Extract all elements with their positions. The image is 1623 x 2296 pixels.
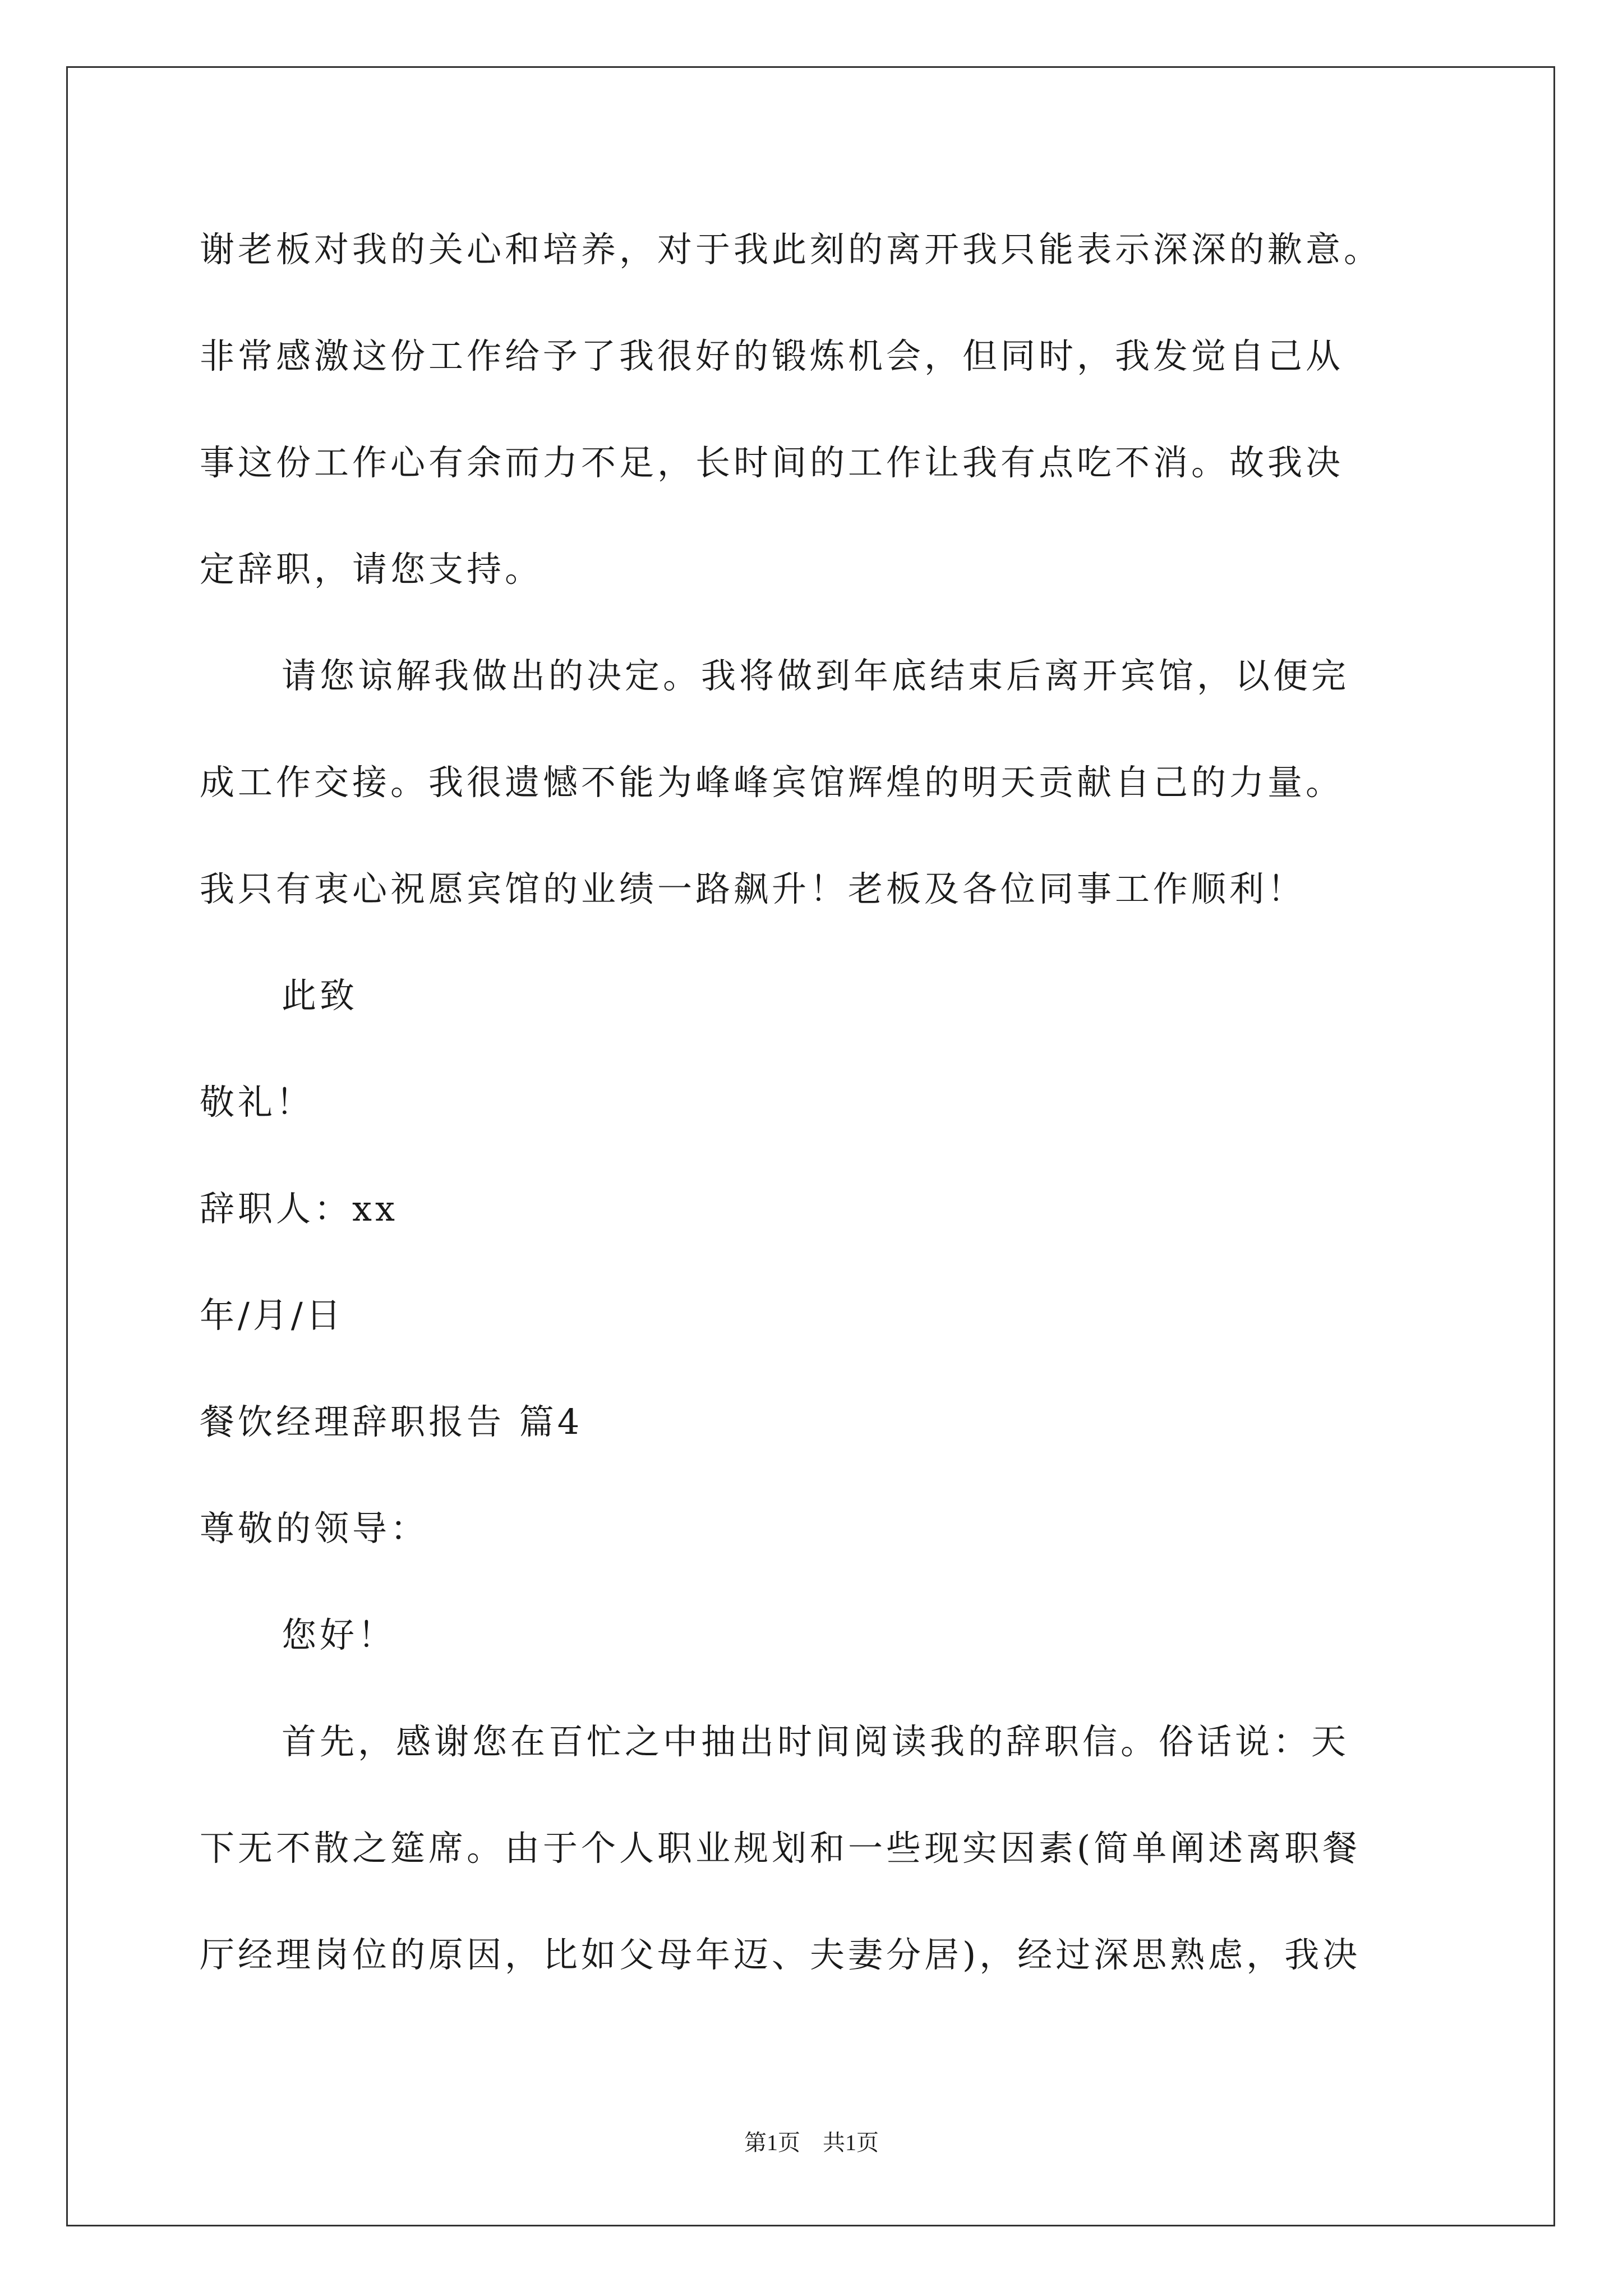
signatory-line: 辞职人：xx	[200, 1188, 398, 1229]
hello-line: 您好！	[282, 1614, 396, 1655]
date-line: 年/月/日	[200, 1295, 344, 1336]
closing-line: 此致	[282, 975, 358, 1016]
section-heading: 餐饮经理辞职报告 篇4	[200, 1401, 583, 1442]
body-line-2: 非常感激这份工作给予了我很好的锻炼机会，但同时，我发觉自己从	[200, 335, 1344, 376]
paragraph-line-3: 我只有衷心祝愿宾馆的业绩一路飙升！老板及各位同事工作顺利！	[200, 868, 1306, 909]
page-border	[66, 66, 1555, 2226]
body-line-4: 定辞职，请您支持。	[200, 549, 543, 590]
paragraph-line-2: 成工作交接。我很遗憾不能为峰峰宾馆辉煌的明天贡献自己的力量。	[200, 762, 1344, 803]
page-footer: 第1页 共1页	[744, 2130, 879, 2155]
salutation-line: 敬礼！	[200, 1082, 315, 1122]
letter-line-2: 下无不散之筵席。由于个人职业规划和一些现实因素(简单阐述离职餐	[200, 1828, 1361, 1869]
paragraph-line-1: 请您谅解我做出的决定。我将做到年底结束后离开宾馆，以便完	[282, 655, 1350, 696]
body-line-3: 事这份工作心有余而力不足，长时间的工作让我有点吃不消。故我决	[200, 442, 1344, 483]
body-line-1: 谢老板对我的关心和培养，对于我此刻的离开我只能表示深深的歉意。	[200, 229, 1382, 270]
letter-line-3: 厅经理岗位的原因，比如父母年迈、夫妻分居)，经过深思熟虑，我决	[200, 1934, 1361, 1975]
greeting-line: 尊敬的领导：	[200, 1508, 429, 1549]
letter-line-1: 首先，感谢您在百忙之中抽出时间阅读我的辞职信。俗话说：天	[282, 1721, 1350, 1762]
